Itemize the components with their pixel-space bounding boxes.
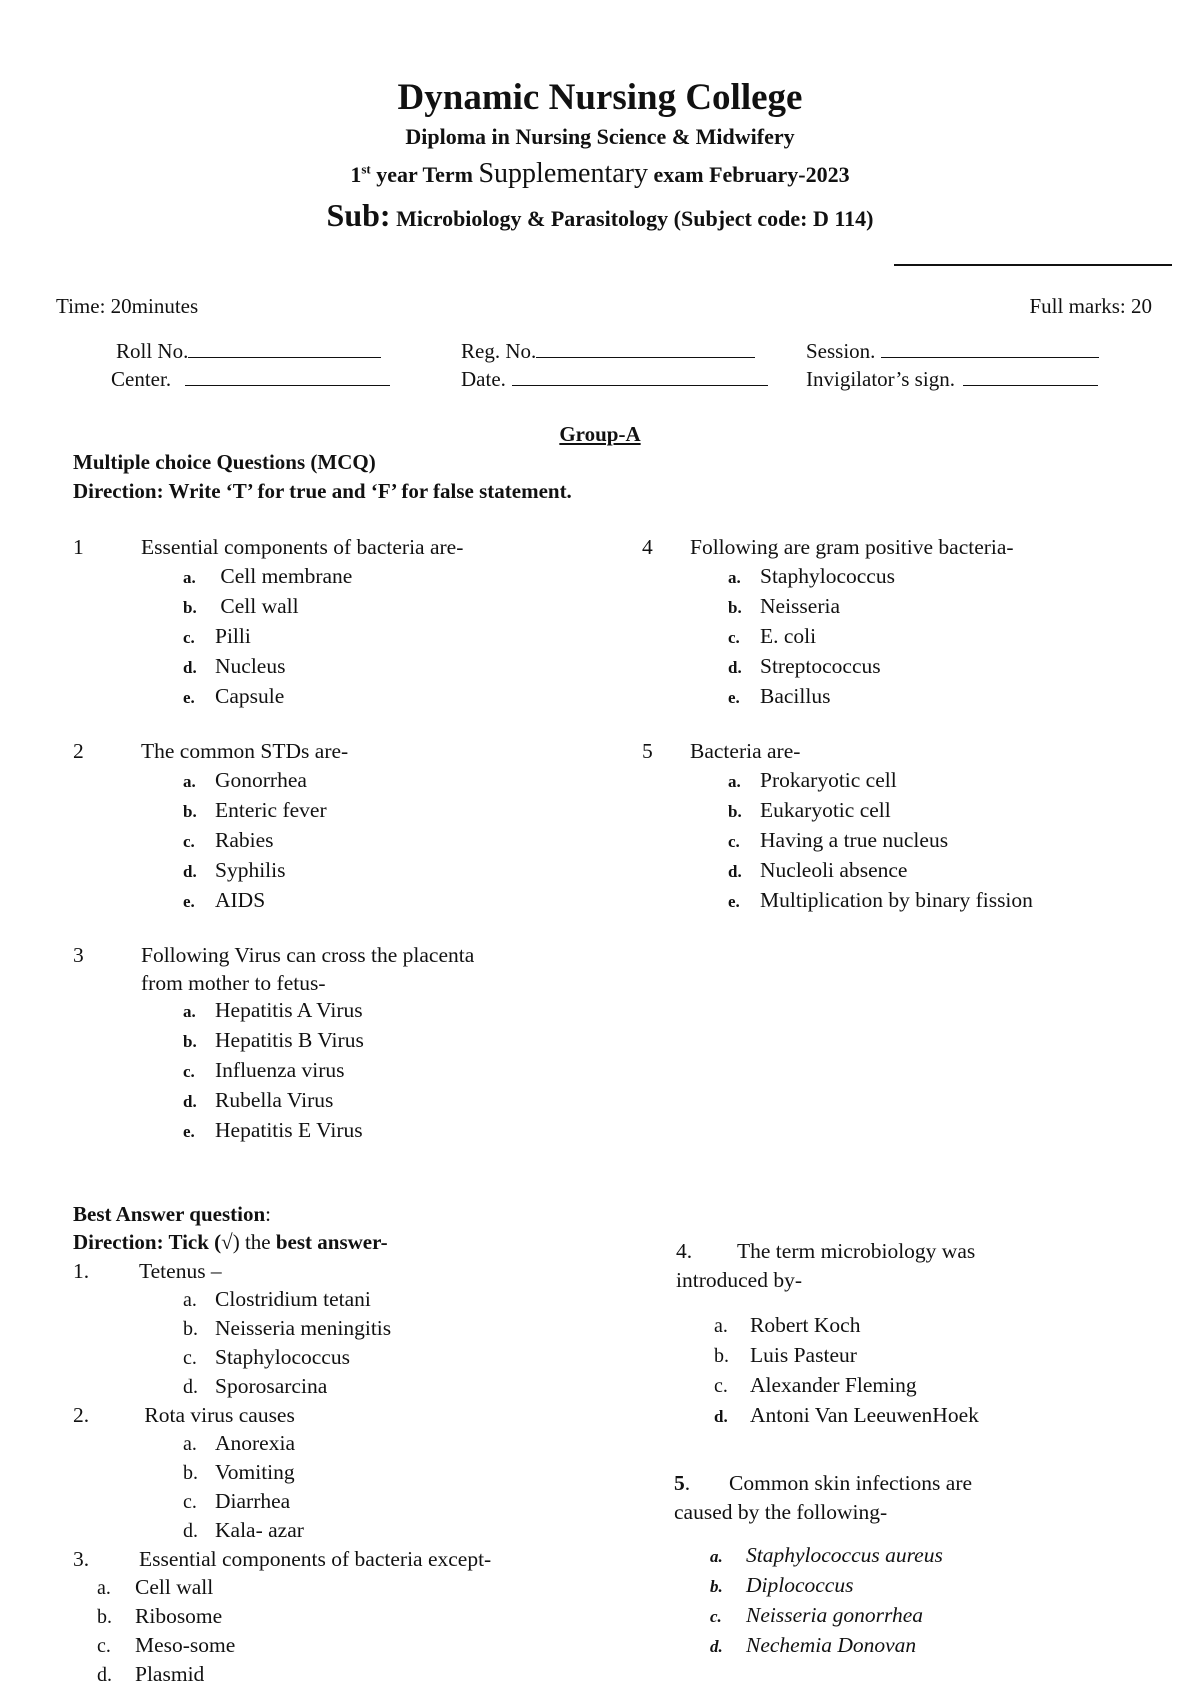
option-letter: c. <box>183 1062 195 1081</box>
question-text: Following Virus can cross the placenta <box>141 943 475 967</box>
option-letter: b. <box>183 1318 198 1340</box>
date-label: Date. <box>461 367 506 391</box>
option-letter: d. <box>183 1520 198 1542</box>
option-text: Meso-some <box>135 1633 236 1657</box>
option-letter: a. <box>728 568 741 587</box>
option-text: Staphylococcus <box>215 1345 350 1369</box>
center-blank[interactable] <box>185 367 390 386</box>
option[interactable] <box>73 856 593 886</box>
college-title: Dynamic Nursing College <box>397 77 803 118</box>
mcq-heading: Multiple choice Questions (MCQ) <box>73 450 376 474</box>
date-blank[interactable] <box>512 367 768 386</box>
roll-field[interactable] <box>116 339 381 364</box>
question-text-cont: introduced by- <box>676 1268 802 1292</box>
option[interactable] <box>73 1602 633 1631</box>
option[interactable] <box>73 996 593 1026</box>
mcq-direction: Direction: Write ‘T’ for true and ‘F’ for false statement. <box>73 479 572 503</box>
question-text-cont: caused by the following- <box>674 1500 888 1524</box>
option-text: Prokaryotic cell <box>760 768 897 792</box>
question-text: Tetenus – <box>139 1259 222 1283</box>
option-letter: c. <box>183 628 195 647</box>
option[interactable] <box>73 1631 633 1660</box>
option-text: Cell wall <box>135 1575 214 1599</box>
option-text: Antoni Van LeeuwenHoek <box>750 1403 979 1427</box>
option[interactable] <box>73 1516 633 1545</box>
option-text: Ribosome <box>135 1604 223 1628</box>
question-text-cont: from mother to fetus- <box>141 971 326 995</box>
roll-blank[interactable] <box>188 339 381 358</box>
option-text: Staphylococcus <box>760 564 895 588</box>
option[interactable] <box>73 1458 633 1487</box>
mcq-question-5 <box>642 737 1182 916</box>
mcq-question-2 <box>73 737 593 916</box>
option[interactable] <box>642 886 1182 916</box>
session-label: Session. <box>806 339 876 363</box>
subject-title <box>0 197 1200 234</box>
tick-mark: √ <box>221 1230 233 1254</box>
option-text: Anorexia <box>215 1431 295 1455</box>
option-letter: b. <box>710 1577 723 1596</box>
question-number: 2 <box>73 739 84 763</box>
question-text: Common skin infections are <box>729 1471 973 1495</box>
option-text: Diarrhea <box>215 1489 291 1513</box>
option-text: Cell membrane <box>215 564 353 588</box>
option-letter: c. <box>183 832 195 851</box>
option-text: Nucleoli absence <box>760 858 908 882</box>
option-text: Robert Koch <box>750 1313 861 1337</box>
option[interactable] <box>676 1341 1176 1371</box>
option[interactable] <box>73 1660 633 1689</box>
option[interactable] <box>674 1571 1174 1601</box>
option-text: Rubella Virus <box>215 1088 334 1112</box>
option-text: Streptococcus <box>760 654 881 678</box>
option-text: Nechemia Donovan <box>746 1633 917 1657</box>
best-question-4 <box>676 1237 1176 1431</box>
option[interactable] <box>73 1573 633 1602</box>
header-rule <box>894 264 1172 266</box>
subject-label: Sub: <box>326 197 391 233</box>
invigilator-field[interactable] <box>806 367 1098 392</box>
option[interactable] <box>73 652 593 682</box>
option[interactable] <box>642 622 1182 652</box>
option[interactable] <box>73 1487 633 1516</box>
question-text: Essential components of bacteria are- <box>141 535 464 559</box>
option-text: Capsule <box>215 684 285 708</box>
question-number: 3 <box>73 943 84 967</box>
option[interactable] <box>642 652 1182 682</box>
option-text: Cell wall <box>215 594 299 618</box>
exam-year-sup: st <box>361 161 371 177</box>
mcq-question-1 <box>73 533 593 712</box>
option-text: Gonorrhea <box>215 768 307 792</box>
option[interactable] <box>73 592 593 622</box>
option-letter: d. <box>183 862 197 881</box>
option-letter: a. <box>183 1002 196 1021</box>
option-letter: d. <box>183 658 197 677</box>
option-letter: a. <box>183 568 196 587</box>
question-number-wrap <box>674 1469 729 1498</box>
option[interactable] <box>73 766 593 796</box>
option-letter: b. <box>183 1032 197 1051</box>
option[interactable] <box>676 1401 1176 1431</box>
session-blank[interactable] <box>881 339 1099 358</box>
session-field[interactable] <box>806 339 1099 364</box>
question-text: Bacteria are- <box>690 739 801 763</box>
option[interactable] <box>73 1429 633 1458</box>
option[interactable] <box>642 826 1182 856</box>
option-text: Diplococcus <box>746 1573 854 1597</box>
date-field[interactable] <box>461 367 768 392</box>
option-text: Plasmid <box>135 1662 205 1686</box>
option[interactable] <box>73 1285 633 1314</box>
option[interactable] <box>73 1086 593 1116</box>
question-number-suffix: . <box>684 1471 691 1495</box>
question-number: 4 <box>642 535 653 559</box>
option-letter: a. <box>714 1315 728 1337</box>
option-text: Luis Pasteur <box>750 1343 857 1367</box>
option-letter: a. <box>97 1577 111 1599</box>
option[interactable] <box>642 592 1182 622</box>
roll-label: Roll No. <box>116 339 189 363</box>
option-letter: c. <box>710 1607 722 1626</box>
option-text: Sporosarcina <box>215 1374 328 1398</box>
best-question-5 <box>674 1469 1174 1661</box>
option[interactable] <box>73 682 593 712</box>
best-heading-colon: : <box>265 1202 271 1226</box>
option-text: Vomiting <box>215 1460 295 1484</box>
option[interactable] <box>73 1026 593 1056</box>
reg-blank[interactable] <box>536 339 755 358</box>
exam-year-num: 1 <box>350 162 362 187</box>
option-letter: d. <box>183 1092 197 1111</box>
option-text: Rabies <box>215 828 274 852</box>
option-text: AIDS <box>215 888 266 912</box>
option[interactable] <box>73 562 593 592</box>
option-letter: a. <box>728 772 741 791</box>
option-letter: a. <box>710 1547 723 1566</box>
option-letter: e. <box>728 892 740 911</box>
invigilator-blank[interactable] <box>963 367 1098 386</box>
option-letter: b. <box>183 1462 198 1484</box>
question-text: Essential components of bacteria except- <box>139 1547 492 1571</box>
option-letter: b. <box>183 802 197 821</box>
question-text: Rota virus causes <box>139 1403 295 1427</box>
option-text: Influenza virus <box>215 1058 345 1082</box>
question-text: The common STDs are- <box>141 739 349 763</box>
best-direction-b: ) the <box>232 1230 276 1254</box>
option[interactable] <box>642 856 1182 886</box>
question-number: 5 <box>674 1471 685 1495</box>
option-letter: c. <box>183 1347 197 1369</box>
option[interactable] <box>676 1311 1176 1341</box>
mcq-question-3 <box>73 941 593 1146</box>
option-text: E. coli <box>760 624 817 648</box>
option-letter: d. <box>714 1407 728 1426</box>
time-label: Time: 20minutes <box>56 294 199 318</box>
center-field[interactable] <box>111 367 390 392</box>
option-text: Hepatitis A Virus <box>215 998 363 1022</box>
option-letter: b. <box>714 1345 729 1367</box>
option-letter: d. <box>97 1664 112 1686</box>
option[interactable] <box>676 1371 1176 1401</box>
option-text: Eukaryotic cell <box>760 798 891 822</box>
invigilator-label: Invigilator’s sign. <box>806 367 955 391</box>
option-letter: a. <box>183 1289 197 1311</box>
option[interactable] <box>674 1631 1174 1661</box>
best-direction-c: best answer- <box>275 1230 388 1254</box>
option[interactable] <box>73 1372 633 1401</box>
option[interactable] <box>73 1343 633 1372</box>
option-letter: b. <box>97 1606 112 1628</box>
option-text: Staphylococcus aureus <box>746 1543 943 1567</box>
best-heading-text: Best Answer question <box>73 1202 266 1226</box>
option-text: Multiplication by binary fission <box>760 888 1033 912</box>
option-text: Clostridium tetani <box>215 1287 371 1311</box>
best-direction-a: Direction: Tick ( <box>73 1230 222 1254</box>
option-letter: b. <box>728 802 742 821</box>
option[interactable] <box>674 1541 1174 1571</box>
question-number: 1. <box>73 1259 90 1283</box>
exam-date: exam February-2023 <box>648 162 850 187</box>
option-text: Kala- azar <box>215 1518 304 1542</box>
option[interactable] <box>674 1601 1174 1631</box>
best-direction <box>73 1230 388 1255</box>
program-title: Diploma in Nursing Science & Midwifery <box>405 124 795 149</box>
option-text: Hepatitis B Virus <box>215 1028 364 1052</box>
option[interactable] <box>73 886 593 916</box>
option-text: Nucleus <box>215 654 286 678</box>
exam-type: Supplementary <box>478 158 649 189</box>
question-number: 2. <box>73 1403 90 1427</box>
option[interactable] <box>73 796 593 826</box>
option-text: Neisseria meningitis <box>215 1316 392 1340</box>
reg-field[interactable] <box>461 339 755 364</box>
option-letter: e. <box>183 1122 195 1141</box>
option-text: Bacillus <box>760 684 831 708</box>
option-letter: e. <box>183 688 195 707</box>
option[interactable] <box>73 622 593 652</box>
question-number: 3. <box>73 1547 90 1571</box>
option-letter: a. <box>183 1433 197 1455</box>
option[interactable] <box>642 766 1182 796</box>
center-label: Center. <box>111 367 172 391</box>
mcq-question-4 <box>642 533 1182 712</box>
subject-name: Microbiology & Parasitology (Subject code: D 114) <box>390 206 874 231</box>
option-text: Neisseria gonorrhea <box>746 1603 923 1627</box>
option-letter: b. <box>183 598 197 617</box>
option-letter: c. <box>97 1635 111 1657</box>
question-number: 5 <box>642 739 653 763</box>
option-text: Syphilis <box>215 858 286 882</box>
question-text: The term microbiology was <box>737 1239 976 1263</box>
option-letter: d. <box>728 658 742 677</box>
option-text: Alexander Fleming <box>750 1373 917 1397</box>
option-text: Hepatitis E Virus <box>215 1118 363 1142</box>
reg-label: Reg. No. <box>461 339 537 363</box>
option[interactable] <box>73 1056 593 1086</box>
question-number: 4. <box>676 1239 693 1263</box>
option-letter: c. <box>183 1491 197 1513</box>
option-text: Having a true nucleus <box>760 828 949 852</box>
option-letter: e. <box>728 688 740 707</box>
option[interactable] <box>642 796 1182 826</box>
question-number: 1 <box>73 535 84 559</box>
option-letter: b. <box>728 598 742 617</box>
exam-title <box>0 158 1200 190</box>
group-heading: Group-A <box>559 422 641 446</box>
option-letter: a. <box>183 772 196 791</box>
option-letter: d. <box>183 1376 198 1398</box>
option-text: Neisseria <box>760 594 840 618</box>
best-heading <box>73 1202 271 1227</box>
exam-term: year Term <box>370 162 479 187</box>
option[interactable] <box>73 826 593 856</box>
option-text: Enteric fever <box>215 798 327 822</box>
option-letter: d. <box>728 862 742 881</box>
best-question-1 <box>73 1257 633 1689</box>
option-letter: c. <box>728 832 740 851</box>
option[interactable] <box>73 1116 593 1146</box>
option-letter: e. <box>183 892 195 911</box>
option[interactable] <box>642 562 1182 592</box>
option[interactable] <box>73 1314 633 1343</box>
option-letter: c. <box>714 1375 728 1397</box>
option-letter: c. <box>728 628 740 647</box>
full-marks-label: Full marks: 20 <box>1029 294 1152 318</box>
option-text: Pilli <box>215 624 251 648</box>
question-text: Following are gram positive bacteria- <box>690 535 1014 559</box>
option[interactable] <box>642 682 1182 712</box>
option-letter: d. <box>710 1637 723 1656</box>
